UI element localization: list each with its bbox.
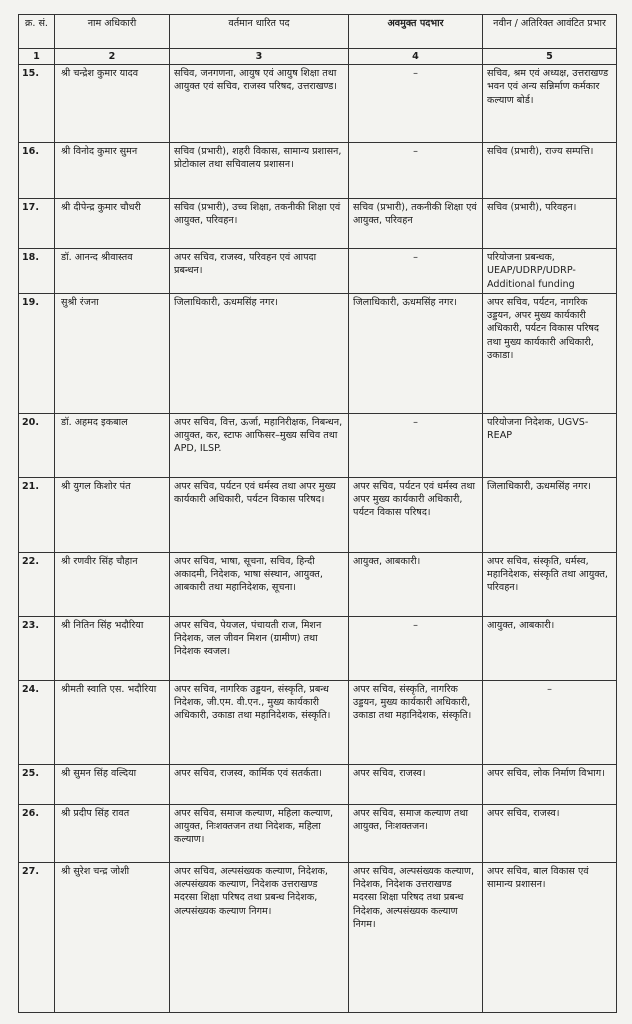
table-row (19, 804, 617, 862)
officer-name-cell: श्री चन्द्रेश कुमार यादव (55, 65, 170, 143)
relieved-charge-cell: सचिव (प्रभारी), तकनीकी शिक्षा एवं आयुक्त, परिवहन (349, 199, 483, 249)
serial-number-cell: 23. (19, 616, 55, 680)
officer-name-cell: श्री सुमन सिंह वल्दिया (55, 764, 170, 804)
current-post-cell: सचिव, जनगणना, आयुष एवं आयुष शिक्षा तथा आयुक्त एवं सचिव, राजस्व परिषद, उत्तराखण्ड। (170, 65, 349, 143)
new-charge-cell: जिलाधिकारी, ऊधमसिंह नगर। (483, 477, 617, 552)
serial-number-cell: 15. (19, 65, 55, 143)
col-number: 2 (55, 49, 170, 65)
current-post-cell: अपर सचिव, पेयजल, पंचायती राज, मिशन निदेशक, जल जीवन मिशन (ग्रामीण) तथा निदेशक स्वजल। (170, 616, 349, 680)
serial-number-cell: 22. (19, 552, 55, 616)
table-row (19, 199, 617, 249)
table-row (19, 477, 617, 552)
column-number-row (19, 49, 617, 65)
table-row (19, 293, 617, 413)
serial-number-cell: 19. (19, 293, 55, 413)
col-number: 1 (19, 49, 55, 65)
officer-name-cell: डॉ. अहमद इकबाल (55, 413, 170, 477)
table-row (19, 143, 617, 199)
current-post-cell: सचिव (प्रभारी), शहरी विकास, सामान्य प्रशासन, प्रोटोकाल तथा सचिवालय प्रशासन। (170, 143, 349, 199)
relieved-charge-cell: – (349, 143, 483, 199)
officer-name-cell: सुश्री रंजना (55, 293, 170, 413)
header-relieved-charge: अवमुक्त पदभार (349, 15, 483, 49)
serial-number-cell: 26. (19, 804, 55, 862)
current-post-cell: अपर सचिव, वित्त, ऊर्जा, महानिरीक्षक, निबन्धन, आयुक्त, कर, स्टाफ आफिसर–मुख्य सचिव तथा APD, ILSP. (170, 413, 349, 477)
serial-number-cell: 16. (19, 143, 55, 199)
relieved-charge-cell: अपर सचिव, संस्कृति, नागरिक उड्डयन, मुख्य कार्यकारी अधिकारी, उकाडा तथा महानिदेशक, संस्कृति। (349, 680, 483, 764)
officer-name-cell: श्री नितिन सिंह भदौरिया (55, 616, 170, 680)
current-post-cell: जिलाधिकारी, ऊधमसिंह नगर। (170, 293, 349, 413)
serial-number-cell: 17. (19, 199, 55, 249)
relieved-charge-cell: अपर सचिव, समाज कल्याण तथा आयुक्त, निःशक्तजन। (349, 804, 483, 862)
current-post-cell: अपर सचिव, नागरिक उड्डयन, संस्कृति, प्रबन्ध निदेशक, जी.एम. वी.एन., मुख्य कार्यकारी अधिकारी, उकाडा तथा महानिदेशक, संस्कृति। (170, 680, 349, 764)
relieved-charge-cell: – (349, 65, 483, 143)
serial-number-cell: 27. (19, 862, 55, 1012)
table-row (19, 249, 617, 294)
serial-number-cell: 21. (19, 477, 55, 552)
new-charge-cell: आयुक्त, आबकारी। (483, 616, 617, 680)
new-charge-cell: अपर सचिव, संस्कृति, धर्मस्व, महानिदेशक, संस्कृति तथा आयुक्त, परिवहन। (483, 552, 617, 616)
table-row (19, 680, 617, 764)
relieved-charge-cell: अपर सचिव, पर्यटन एवं धर्मस्व तथा अपर मुख्य कार्यकारी अधिकारी, पर्यटन विकास परिषद। (349, 477, 483, 552)
officer-name-cell: श्री युगल किशोर पंत (55, 477, 170, 552)
officer-name-cell: श्रीमती स्वाति एस. भदौरिया (55, 680, 170, 764)
new-charge-cell: अपर सचिव, बाल विकास एवं सामान्य प्रशासन। (483, 862, 617, 1012)
new-charge-cell: सचिव, श्रम एवं अध्यक्ष, उत्तराखण्ड भवन एवं अन्य सन्निर्माण कर्मकार कल्याण बोर्ड। (483, 65, 617, 143)
officer-name-cell: श्री विनोद कुमार सुमन (55, 143, 170, 199)
header-new-charge: नवीन / अतिरिक्त आवंटित प्रभार (483, 15, 617, 49)
header-name: नाम अधिकारी (55, 15, 170, 49)
new-charge-cell: अपर सचिव, लोक निर्माण विभाग। (483, 764, 617, 804)
table-row (19, 413, 617, 477)
current-post-cell: अपर सचिव, समाज कल्याण, महिला कल्याण, आयुक्त, निःशक्तजन तथा निदेशक, महिला कल्याण। (170, 804, 349, 862)
serial-number-cell: 25. (19, 764, 55, 804)
new-charge-cell: – (483, 680, 617, 764)
current-post-cell: अपर सचिव, अल्पसंख्यक कल्याण, निदेशक, अल्पसंख्यक कल्याण, निदेशक उत्तराखण्ड मदरसा शिक्षा परिषद तथा प्रबन्ध निदेशक, अल्पसंख्यक कल्याण निगम। (170, 862, 349, 1012)
header-current-post: वर्तमान धारित पद (170, 15, 349, 49)
current-post-cell: अपर सचिव, राजस्व, कार्मिक एवं सतर्कता। (170, 764, 349, 804)
serial-number-cell: 20. (19, 413, 55, 477)
header-serial: क्र. सं. (19, 15, 55, 49)
serial-number-cell: 24. (19, 680, 55, 764)
new-charge-cell: सचिव (प्रभारी), परिवहन। (483, 199, 617, 249)
new-charge-cell: अपर सचिव, पर्यटन, नागरिक उड्डयन, अपर मुख्य कार्यकारी अधिकारी, पर्यटन विकास परिषद तथा मुख्य कार्यकारी अधिकारी, उकाडा। (483, 293, 617, 413)
relieved-charge-cell: – (349, 616, 483, 680)
col-number: 5 (483, 49, 617, 65)
relieved-charge-cell: अपर सचिव, राजस्व। (349, 764, 483, 804)
relieved-charge-cell: अपर सचिव, अल्पसंख्यक कल्याण, निदेशक, निदेशक उत्तराखण्ड मदरसा शिक्षा परिषद तथा प्रबन्ध निदेशक, अल्पसंख्यक कल्याण निगम। (349, 862, 483, 1012)
table-row (19, 862, 617, 1012)
officer-name-cell: श्री रणवीर सिंह चौहान (55, 552, 170, 616)
table-row (19, 65, 617, 143)
col-number: 3 (170, 49, 349, 65)
current-post-cell: अपर सचिव, राजस्व, परिवहन एवं आपदा प्रबन्धन। (170, 249, 349, 294)
new-charge-cell: परियोजना निदेशक, UGVS-REAP (483, 413, 617, 477)
new-charge-cell: परियोजना प्रबन्धक, UEAP/UDRP/UDRP- Additional funding (483, 249, 617, 294)
table-row (19, 552, 617, 616)
header-row (19, 15, 617, 49)
officer-name-cell: श्री प्रदीप सिंह रावत (55, 804, 170, 862)
current-post-cell: अपर सचिव, भाषा, सूचना, सचिव, हिन्दी अकादमी, निदेशक, भाषा संस्थान, आयुक्त, आबकारी तथा महानिदेशक, सूचना। (170, 552, 349, 616)
posting-table (18, 14, 617, 1013)
current-post-cell: सचिव (प्रभारी), उच्च शिक्षा, तकनीकी शिक्षा एवं आयुक्त, परिवहन। (170, 199, 349, 249)
relieved-charge-cell: जिलाधिकारी, ऊधमसिंह नगर। (349, 293, 483, 413)
table-row (19, 764, 617, 804)
relieved-charge-cell: – (349, 249, 483, 294)
officer-name-cell: श्री सुरेश चन्द्र जोशी (55, 862, 170, 1012)
new-charge-cell: सचिव (प्रभारी), राज्य सम्पत्ति। (483, 143, 617, 199)
relieved-charge-cell: – (349, 413, 483, 477)
serial-number-cell: 18. (19, 249, 55, 294)
new-charge-cell: अपर सचिव, राजस्व। (483, 804, 617, 862)
relieved-charge-cell: आयुक्त, आबकारी। (349, 552, 483, 616)
col-number: 4 (349, 49, 483, 65)
current-post-cell: अपर सचिव, पर्यटन एवं धर्मस्व तथा अपर मुख्य कार्यकारी अधिकारी, पर्यटन विकास परिषद। (170, 477, 349, 552)
officer-name-cell: श्री दीपेन्द्र कुमार चौधरी (55, 199, 170, 249)
officer-name-cell: डॉ. आनन्द श्रीवास्तव (55, 249, 170, 294)
table-row (19, 616, 617, 680)
